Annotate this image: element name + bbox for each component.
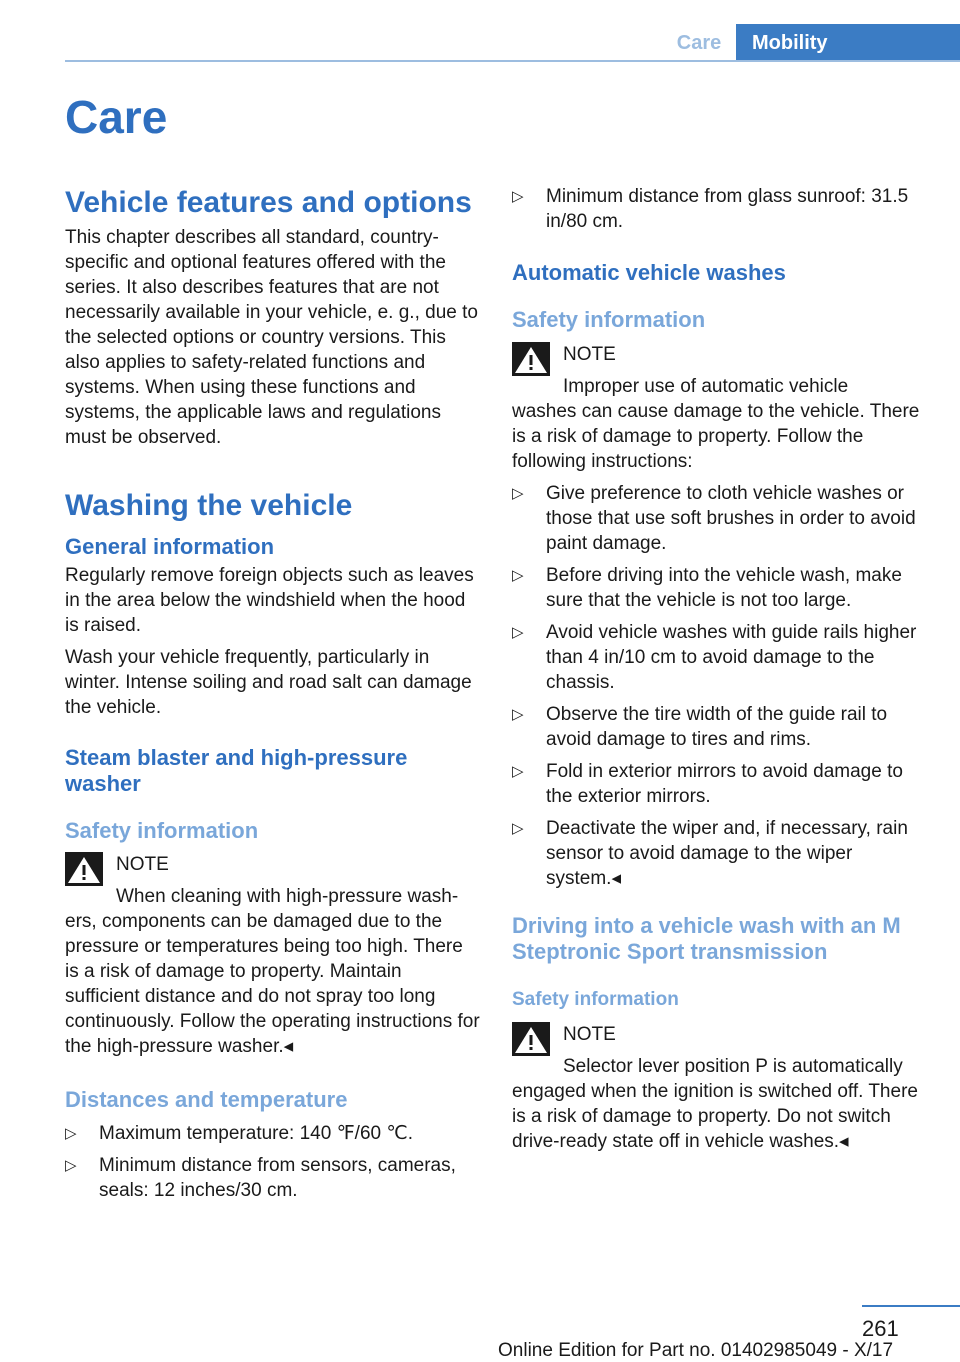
vehicle-features-text: This chapter describes all standard, country-specific and optional features offered with the series. It also describes features that are not necessarily available in your vehicle, e. g., due to the selected options or country versions. This also applies to safety-related functions and systems. When using these functions and systems, the applicable laws and regulations must be observed. [65, 227, 478, 448]
bullet-triangle-icon: ▷ [512, 819, 524, 837]
note-steptronic [512, 1022, 927, 1154]
list-item: ▷ Minimum distance from sensors, cameras, seals: 12 inches/30 cm. [65, 1154, 456, 1201]
bullet-triangle-icon: ▷ [512, 705, 524, 723]
left-column [65, 185, 480, 1210]
list-item: ▷ Give preference to cloth vehicle washes or those that use soft brushes in order to avoid paint damage. [512, 482, 916, 554]
section-heading-vehicle-features: Vehicle features and options [65, 186, 472, 219]
header-divider [65, 60, 960, 62]
subheading-distances-temperature: Distances and temperature [65, 1087, 348, 1113]
list-item: ▷ Fold in exterior mirrors to avoid damage to the exterior mirrors. [512, 760, 903, 807]
bullet-triangle-icon: ▷ [512, 566, 524, 584]
note-automatic-washes [512, 342, 927, 474]
warning-triangle-icon [65, 852, 103, 886]
subheading-steptronic: Driving into a vehicle wash with an M Steptronic Sport transmission [512, 912, 901, 965]
list-item: ▷ Minimum distance from glass sunroof: 31.5 in/80 cm. [512, 186, 909, 232]
list-item: ▷ Avoid vehicle washes with guide rails higher than 4 in/10 cm to avoid damage to the chassis. [512, 621, 917, 693]
bullet-triangle-icon: ▷ [512, 484, 524, 502]
distances-list [65, 1121, 480, 1203]
sunroof-list [512, 184, 927, 234]
tab-mobility[interactable]: Mobility [736, 24, 960, 62]
warning-triangle-icon [512, 1022, 550, 1056]
subheading-safety-information: Safety information [65, 817, 259, 843]
note-text-first-line: When cleaning with high-pressure wash- [116, 886, 459, 908]
subheading-steam-blaster: Steam blaster and high-pressure washer [65, 745, 408, 796]
note-title: NOTE [563, 1024, 616, 1046]
right-column [512, 184, 927, 1154]
bullet-triangle-icon: ▷ [65, 1156, 77, 1174]
bullet-triangle-icon: ▷ [512, 762, 524, 780]
note-text-first-line: Improper use of automatic vehicle [563, 375, 849, 397]
note-text: washes can cause damage to the vehicle. There is a risk of damage to property. Follow the following instructions: [512, 400, 920, 472]
list-item: ▷ Deactivate the wiper and, if necessary, rain sensor to avoid damage to the wiper system.◂ [512, 817, 908, 889]
warning-triangle-icon [512, 342, 550, 376]
note-title: NOTE [116, 854, 169, 876]
list-item: ▷ Maximum temperature: 140 ℉/60 ℃. [65, 1122, 413, 1144]
note-text: engaged when the ignition is switched off. There is a risk of damage to property. Do not switch drive-ready state off in vehicle washes.◂ [512, 1081, 918, 1153]
subheading-automatic-washes: Automatic vehicle washes [512, 260, 786, 285]
list-item: ▷ Observe the tire width of the guide rail to avoid damage to tires and rims. [512, 703, 888, 750]
general-info-paragraph-1: Regularly remove foreign objects such as leaves in the area below the windshield when the hood is raised. [65, 565, 474, 637]
footer-divider [862, 1305, 960, 1307]
note-text-first-line: Selector lever position P is automatically [563, 1056, 903, 1078]
general-info-paragraph-2: Wash your vehicle frequently, particularly in winter. Intense soiling and road salt can damage the vehicle. [65, 647, 472, 719]
bullet-triangle-icon: ▷ [65, 1124, 77, 1142]
page-title: Care [65, 91, 168, 143]
note-high-pressure [65, 852, 480, 1059]
subheading-safety-information-2: Safety information [512, 989, 679, 1011]
section-heading-washing: Washing the vehicle [65, 489, 353, 522]
subheading-general-information: General information [65, 534, 275, 559]
instructions-list [512, 481, 927, 891]
list-item: ▷ Before driving into the vehicle wash, make sure that the vehicle is not too large. [512, 564, 902, 611]
bullet-triangle-icon: ▷ [512, 188, 524, 205]
note-text: ers, components can be damaged due to the pressure or temperatures being too high. There is a risk of damage to property. Maintain sufficient distance and do not spray too long continuously. Follow the operating instructions for the high-pressure washer.◂ [65, 911, 480, 1058]
subheading-safety-information: Safety information [512, 307, 706, 333]
page-number: 261 [862, 1316, 899, 1341]
bullet-triangle-icon: ▷ [512, 623, 524, 641]
edition-footer: Online Edition for Part no. 01402985049 - X/17 [498, 1340, 894, 1361]
note-title: NOTE [563, 343, 616, 365]
tab-care[interactable]: Care [676, 32, 722, 54]
